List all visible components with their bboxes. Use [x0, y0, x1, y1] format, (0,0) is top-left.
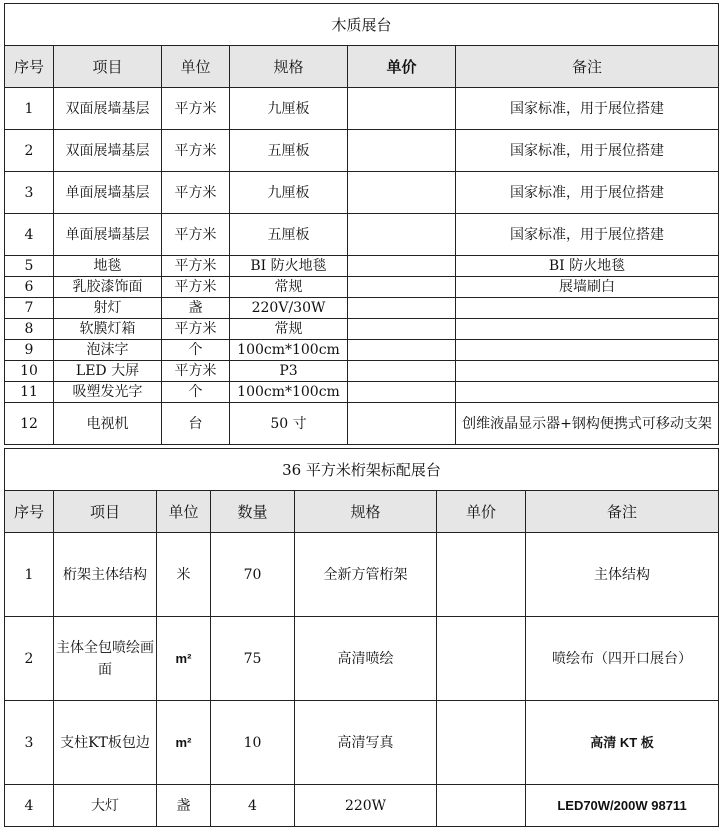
header-price: 单价	[348, 46, 456, 88]
cell-price	[348, 382, 456, 403]
cell-spec: P3	[230, 361, 348, 382]
cell-item: 单面展墙基层	[54, 172, 162, 214]
cell-no: 7	[5, 298, 54, 319]
cell-no: 9	[5, 340, 54, 361]
cell-spec: 高清写真	[295, 701, 437, 785]
cell-spec: 常规	[230, 277, 348, 298]
header-spec: 规格	[295, 491, 437, 533]
cell-note: BI 防火地毯	[456, 256, 719, 277]
header-no: 序号	[5, 46, 54, 88]
cell-qty: 10	[211, 701, 295, 785]
cell-note	[456, 319, 719, 340]
cell-note: 国家标准，用于展位搭建	[456, 172, 719, 214]
table-row	[5, 403, 719, 445]
cell-spec: 九厘板	[230, 88, 348, 130]
cell-spec: 五厘板	[230, 130, 348, 172]
cell-item: 软膜灯箱	[54, 319, 162, 340]
cell-item: 地毯	[54, 256, 162, 277]
cell-unit: 个	[162, 382, 230, 403]
cell-spec: 50 寸	[230, 403, 348, 445]
cell-unit: 平方米	[162, 172, 230, 214]
cell-price	[348, 319, 456, 340]
table-row	[5, 277, 719, 298]
cell-unit: 个	[162, 340, 230, 361]
cell-price	[437, 617, 526, 701]
cell-item: 支柱KT板包边	[54, 701, 157, 785]
cell-unit: 平方米	[162, 319, 230, 340]
cell-price	[348, 340, 456, 361]
cell-note: 创维液晶显示器+钢构便携式可移动支架	[456, 403, 719, 445]
cell-spec: 100cm*100cm	[230, 382, 348, 403]
cell-spec: 常规	[230, 319, 348, 340]
cell-no: 1	[5, 533, 54, 617]
cell-no: 2	[5, 130, 54, 172]
cell-unit: 平方米	[162, 214, 230, 256]
cell-price	[348, 172, 456, 214]
cell-unit: 平方米	[162, 88, 230, 130]
cell-unit: m²	[157, 617, 211, 701]
cell-note: 主体结构	[526, 533, 719, 617]
cell-qty: 70	[211, 533, 295, 617]
cell-no: 3	[5, 701, 54, 785]
header-note: 备注	[456, 46, 719, 88]
cell-unit: 米	[157, 533, 211, 617]
cell-spec: 220V/30W	[230, 298, 348, 319]
cell-unit: 平方米	[162, 277, 230, 298]
cell-qty: 4	[211, 785, 295, 827]
header-spec: 规格	[230, 46, 348, 88]
cell-spec: 全新方管桁架	[295, 533, 437, 617]
cell-note: 国家标准，用于展位搭建	[456, 88, 719, 130]
cell-price	[348, 88, 456, 130]
header-unit: 单位	[162, 46, 230, 88]
cell-no: 2	[5, 617, 54, 701]
cell-no: 12	[5, 403, 54, 445]
cell-note	[456, 382, 719, 403]
cell-no: 4	[5, 214, 54, 256]
table-row	[5, 785, 719, 827]
cell-unit: m²	[157, 701, 211, 785]
cell-spec: 220W	[295, 785, 437, 827]
truss-booth-table	[4, 448, 719, 827]
cell-note: 国家标准，用于展位搭建	[456, 214, 719, 256]
header-row	[5, 46, 719, 88]
cell-item: 吸塑发光字	[54, 382, 162, 403]
cell-no: 6	[5, 277, 54, 298]
cell-spec: BI 防火地毯	[230, 256, 348, 277]
cell-price	[348, 277, 456, 298]
cell-price	[348, 298, 456, 319]
header-note: 备注	[526, 491, 719, 533]
cell-price	[348, 214, 456, 256]
cell-note: LED70W/200W 98711	[526, 785, 719, 827]
table-row	[5, 617, 719, 701]
cell-unit: 平方米	[162, 130, 230, 172]
header-price: 单价	[437, 491, 526, 533]
cell-note: 高清 KT 板	[526, 701, 719, 785]
header-unit: 单位	[157, 491, 211, 533]
table-title: 木质展台	[5, 4, 719, 46]
header-item: 项目	[54, 46, 162, 88]
cell-note: 喷绘布（四开口展台）	[526, 617, 719, 701]
header-qty: 数量	[211, 491, 295, 533]
cell-unit: 盏	[162, 298, 230, 319]
cell-item: 双面展墙基层	[54, 130, 162, 172]
cell-no: 4	[5, 785, 54, 827]
cell-no: 11	[5, 382, 54, 403]
cell-price	[348, 130, 456, 172]
header-item: 项目	[54, 491, 157, 533]
table-row	[5, 130, 719, 172]
cell-unit: 台	[162, 403, 230, 445]
cell-item: 电视机	[54, 403, 162, 445]
cell-unit: 平方米	[162, 361, 230, 382]
header-no: 序号	[5, 491, 54, 533]
table-row	[5, 256, 719, 277]
table-row	[5, 172, 719, 214]
cell-item: 单面展墙基层	[54, 214, 162, 256]
table-row	[5, 340, 719, 361]
table-row	[5, 214, 719, 256]
cell-no: 10	[5, 361, 54, 382]
cell-no: 1	[5, 88, 54, 130]
cell-price	[348, 403, 456, 445]
cell-price	[437, 785, 526, 827]
cell-note	[456, 298, 719, 319]
cell-item: 泡沫字	[54, 340, 162, 361]
cell-note	[456, 340, 719, 361]
cell-price	[348, 361, 456, 382]
cell-item: 大灯	[54, 785, 157, 827]
cell-unit: 平方米	[162, 256, 230, 277]
cell-price	[348, 256, 456, 277]
table-row	[5, 88, 719, 130]
table-row	[5, 533, 719, 617]
cell-price	[437, 701, 526, 785]
cell-price	[437, 533, 526, 617]
table-title: 36 平方米桁架标配展台	[5, 449, 719, 491]
cell-qty: 75	[211, 617, 295, 701]
cell-no: 8	[5, 319, 54, 340]
cell-item: LED 大屏	[54, 361, 162, 382]
cell-note: 展墙刷白	[456, 277, 719, 298]
cell-no: 3	[5, 172, 54, 214]
table-row	[5, 382, 719, 403]
header-row	[5, 491, 719, 533]
cell-spec: 高清喷绘	[295, 617, 437, 701]
cell-unit: 盏	[157, 785, 211, 827]
wood-booth-table	[4, 3, 719, 445]
table-row	[5, 701, 719, 785]
cell-note	[456, 361, 719, 382]
cell-note: 国家标准，用于展位搭建	[456, 130, 719, 172]
cell-item: 射灯	[54, 298, 162, 319]
table-row	[5, 319, 719, 340]
cell-item: 双面展墙基层	[54, 88, 162, 130]
table-row	[5, 361, 719, 382]
cell-item: 桁架主体结构	[54, 533, 157, 617]
cell-spec: 100cm*100cm	[230, 340, 348, 361]
cell-spec: 五厘板	[230, 214, 348, 256]
cell-item: 乳胶漆饰面	[54, 277, 162, 298]
cell-spec: 九厘板	[230, 172, 348, 214]
table-row	[5, 298, 719, 319]
cell-no: 5	[5, 256, 54, 277]
cell-item: 主体全包喷绘画面	[54, 617, 157, 701]
